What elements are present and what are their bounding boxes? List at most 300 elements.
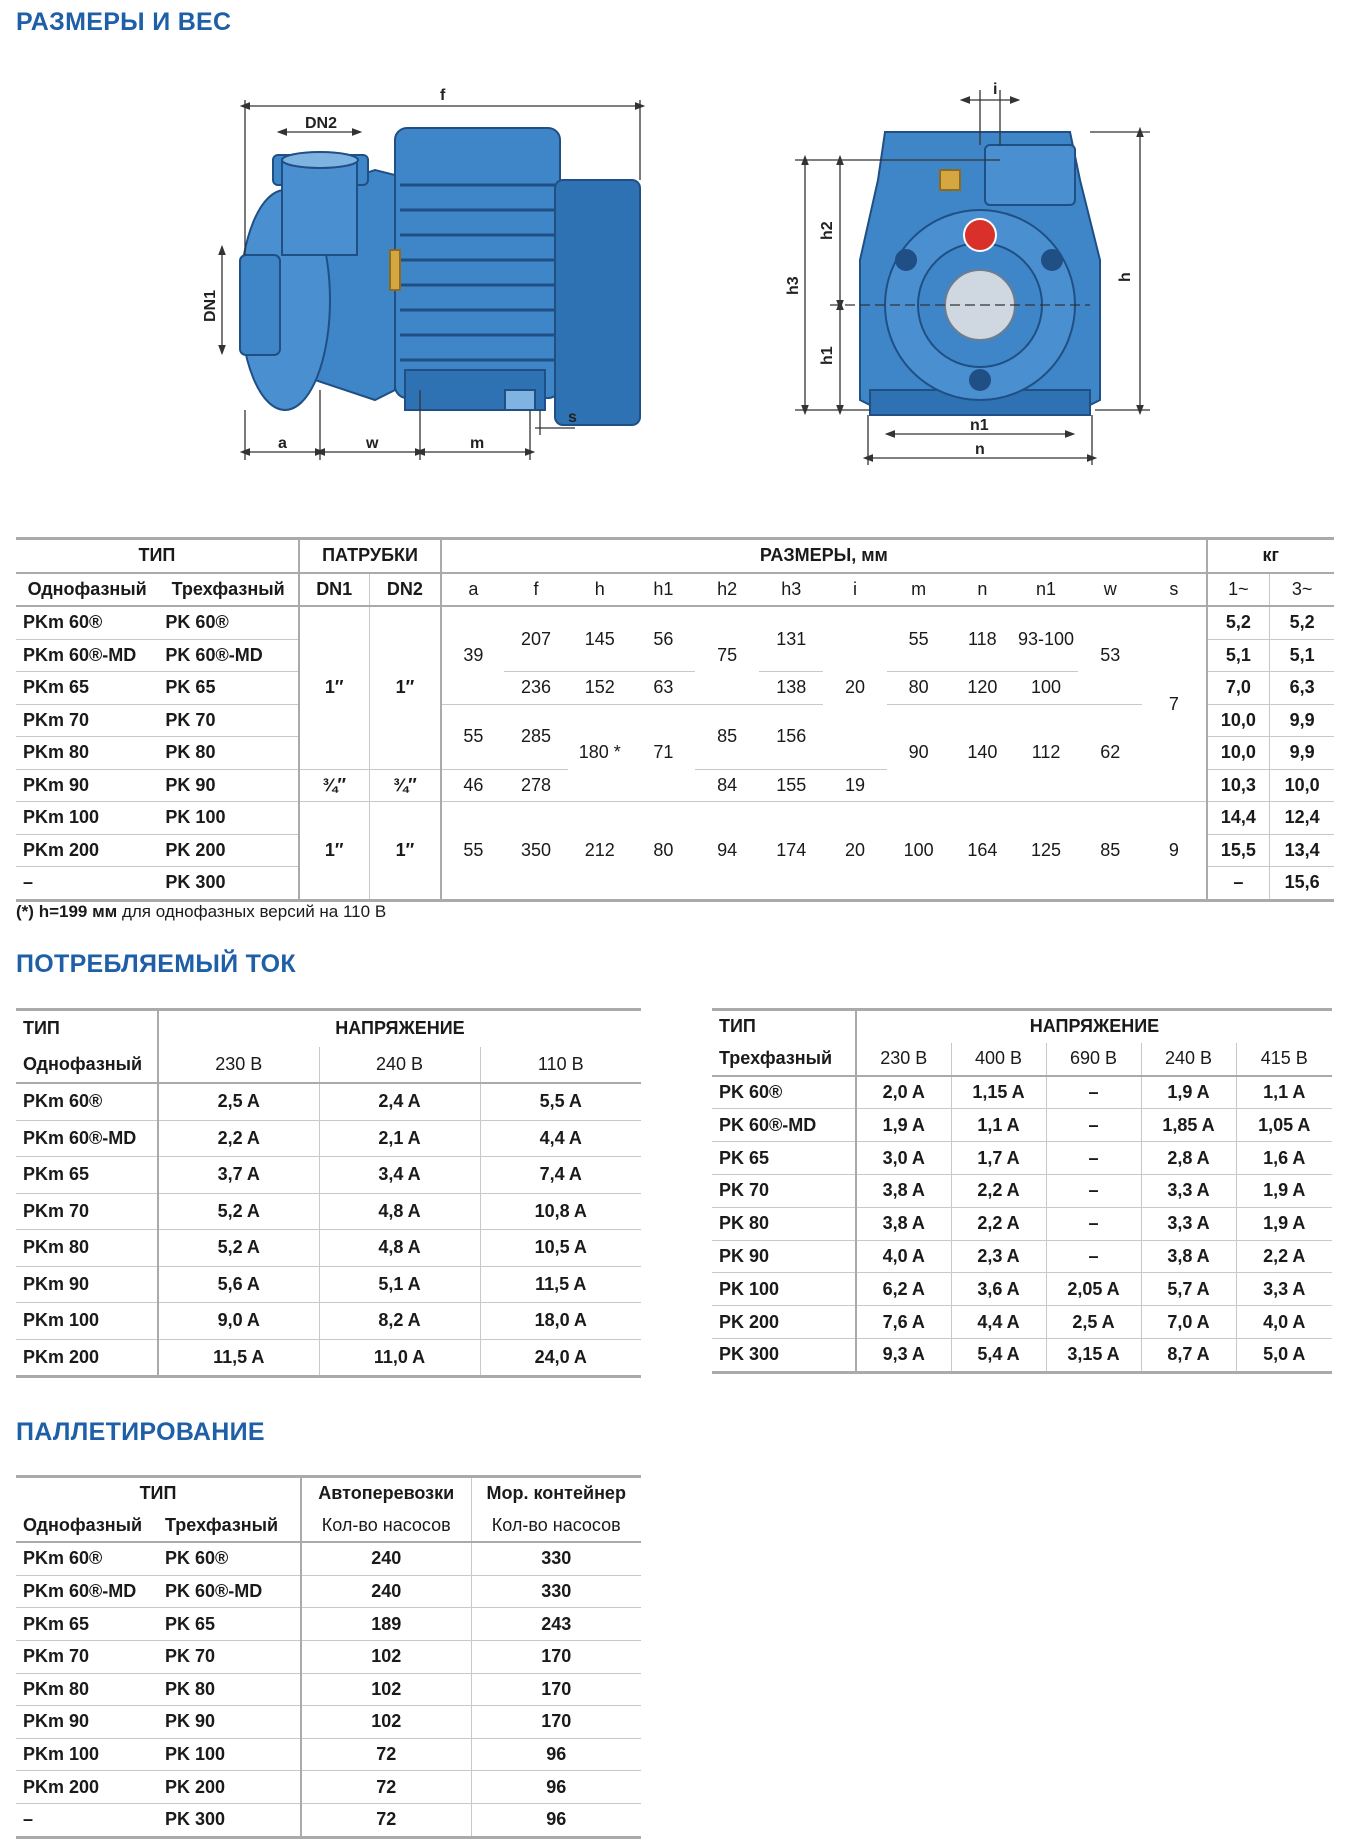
- current-value: 5,0 A: [1236, 1338, 1332, 1372]
- col-a: a: [441, 573, 504, 607]
- dims-type-header: ТИП: [16, 539, 299, 573]
- cell-n1: 112: [1014, 704, 1078, 802]
- current-value: 5,2 A: [158, 1230, 319, 1267]
- model-name: PK 70: [712, 1174, 856, 1207]
- pallet-auto-qty: 72: [301, 1803, 471, 1837]
- cell-h1: 71: [632, 704, 695, 802]
- model-three: PK 60®-MD: [158, 639, 298, 672]
- pal-type-header: ТИП: [16, 1477, 301, 1510]
- cur2-volt: 230 В: [856, 1043, 951, 1076]
- current-value: 5,2 A: [158, 1193, 319, 1230]
- col-kg1: 1~: [1207, 573, 1270, 607]
- cell-m: 90: [887, 704, 951, 802]
- table-row: [712, 1142, 1332, 1175]
- table-row: [16, 1803, 641, 1837]
- weight-1: 10,0: [1207, 737, 1270, 770]
- cur1-voltage-header: НАПРЯЖЕНИЕ: [158, 1010, 641, 1047]
- cell-i: 20: [844, 677, 865, 698]
- cell-f: 207: [521, 628, 552, 649]
- cell-dn2: 1″: [369, 606, 441, 769]
- model-single: PKm 65: [16, 1608, 158, 1641]
- model-three: PK 80: [158, 1673, 301, 1706]
- cell-h2: 84: [695, 769, 759, 802]
- model-three: PK 70: [158, 1640, 301, 1673]
- dim-label-h: h: [1117, 272, 1134, 282]
- current-value: 1,1 A: [951, 1109, 1046, 1142]
- current-three-table: [712, 1008, 1332, 1374]
- weight-3: 15,6: [1270, 867, 1334, 901]
- dimensions-table: [16, 537, 1334, 902]
- table-row: [712, 1109, 1332, 1142]
- table-row: [16, 1542, 641, 1575]
- model-three: PK 300: [158, 867, 298, 901]
- table-row: [16, 1083, 641, 1120]
- weight-1: 10,3: [1207, 769, 1270, 802]
- dim-label-f: f: [440, 87, 446, 104]
- model-single: PKm 100: [16, 802, 158, 835]
- model-single: PKm 70: [16, 704, 158, 737]
- dim-label-h1: h1: [819, 346, 836, 365]
- cell-h1: 63: [632, 672, 695, 705]
- cell-n1: 100: [1014, 672, 1078, 705]
- model-name: PKm 60®: [16, 1083, 158, 1120]
- current-value: 5,7 A: [1141, 1273, 1236, 1306]
- cell-a: 39: [463, 644, 484, 665]
- current-value: 1,9 A: [856, 1109, 951, 1142]
- model-name: PKm 90: [16, 1266, 158, 1303]
- model-single: PKm 65: [16, 672, 158, 705]
- current-value: –: [1046, 1142, 1141, 1175]
- pal-sea-header: Мор. контейнер: [471, 1477, 641, 1510]
- model-three: PK 60®: [158, 1542, 301, 1575]
- pump-drawing: [0, 60, 1348, 480]
- current-value: 7,6 A: [856, 1306, 951, 1339]
- cell-w: 85: [1078, 802, 1142, 901]
- model-name: PK 80: [712, 1207, 856, 1240]
- table-row: [16, 1303, 641, 1340]
- cur2-type-header: ТИП: [712, 1010, 856, 1043]
- model-name: PK 60®-MD: [712, 1109, 856, 1142]
- cell-a: 55: [441, 802, 504, 901]
- dims-single-header: Однофазный: [16, 573, 158, 607]
- current-value: 3,8 A: [856, 1174, 951, 1207]
- current-value: 11,0 A: [319, 1339, 480, 1377]
- cell-h3: 155: [759, 769, 823, 802]
- current-value: 2,2 A: [1236, 1240, 1332, 1273]
- cell-s: 7: [1142, 606, 1206, 802]
- col-n1: n1: [1014, 573, 1078, 607]
- current-value: 3,6 A: [951, 1273, 1046, 1306]
- table-row: [16, 1673, 641, 1706]
- weight-3: 9,9: [1270, 737, 1334, 770]
- cur2-volt: 400 В: [951, 1043, 1046, 1076]
- current-value: –: [1046, 1076, 1141, 1109]
- footnote-mark: (*): [16, 902, 34, 921]
- cell-s: 9: [1142, 802, 1206, 901]
- cur1-sub-header: Однофазный: [16, 1047, 158, 1084]
- pal-auto-header: Автоперевозки: [301, 1477, 471, 1510]
- weight-1: 5,1: [1207, 639, 1270, 672]
- footnote: [16, 902, 386, 922]
- col-h: h: [568, 573, 632, 607]
- weight-3: 13,4: [1270, 834, 1334, 867]
- pallet-auto-qty: 189: [301, 1608, 471, 1641]
- cell-h3: 156: [759, 704, 823, 769]
- dim-label-h3: h3: [785, 276, 802, 295]
- col-m: m: [887, 573, 951, 607]
- current-value: –: [1046, 1240, 1141, 1273]
- model-three: PK 300: [158, 1803, 301, 1837]
- cur1-volt: 230 В: [158, 1047, 319, 1084]
- model-three: PK 70: [158, 704, 298, 737]
- cell-f: 285: [504, 704, 567, 769]
- dim-label-n1: n1: [970, 417, 989, 434]
- model-single: PKm 70: [16, 1640, 158, 1673]
- current-value: 1,9 A: [1141, 1076, 1236, 1109]
- model-three: PK 200: [158, 1771, 301, 1804]
- cell-f: 350: [504, 802, 567, 901]
- weight-3: 12,4: [1270, 802, 1334, 835]
- cell-a: 55: [441, 704, 504, 769]
- current-value: 10,5 A: [480, 1230, 641, 1267]
- table-row: [712, 1207, 1332, 1240]
- current-value: 8,7 A: [1141, 1338, 1236, 1372]
- cell-h1: 80: [632, 802, 695, 901]
- footnote-text: для однофазных версий на 110 В: [117, 902, 387, 921]
- current-value: 2,5 A: [1046, 1306, 1141, 1339]
- cell-n: 118: [968, 628, 997, 649]
- col-n: n: [951, 573, 1014, 607]
- pallet-sea-qty: 96: [471, 1738, 641, 1771]
- cell-h2: 75: [717, 644, 738, 665]
- cell-h: 145: [584, 628, 615, 649]
- current-value: 4,8 A: [319, 1230, 480, 1267]
- col-kg3: 3~: [1270, 573, 1334, 607]
- pallet-sea-qty: 170: [471, 1673, 641, 1706]
- current-value: 4,0 A: [1236, 1306, 1332, 1339]
- current-value: 2,2 A: [158, 1120, 319, 1157]
- current-value: 3,3 A: [1141, 1174, 1236, 1207]
- dim-label-h2: h2: [819, 221, 836, 240]
- current-value: 18,0 A: [480, 1303, 641, 1340]
- model-single: PKm 100: [16, 1738, 158, 1771]
- model-three: PK 65: [158, 672, 298, 705]
- current-value: –: [1046, 1109, 1141, 1142]
- current-value: 5,4 A: [951, 1338, 1046, 1372]
- model-single: PKm 60®: [23, 612, 103, 633]
- cur1-type-header: ТИП: [16, 1010, 158, 1047]
- current-value: 4,8 A: [319, 1193, 480, 1230]
- weight-3: 5,1: [1270, 639, 1334, 672]
- col-w: w: [1078, 573, 1142, 607]
- model-single: PKm 80: [16, 1673, 158, 1706]
- table-row: [712, 1240, 1332, 1273]
- current-value: 3,3 A: [1236, 1273, 1332, 1306]
- cell-h2: 85: [695, 704, 759, 769]
- current-value: 7,4 A: [480, 1157, 641, 1194]
- current-value: 3,15 A: [1046, 1338, 1141, 1372]
- cell-h: 152: [568, 672, 632, 705]
- cur2-voltage-header: НАПРЯЖЕНИЕ: [856, 1010, 1332, 1043]
- cell-m: 55: [908, 628, 929, 649]
- current-value: 9,3 A: [856, 1338, 951, 1372]
- model-name: PK 90: [712, 1240, 856, 1273]
- cell-m: 100: [887, 802, 951, 901]
- current-value: 2,3 A: [951, 1240, 1046, 1273]
- cell-h: 180 *: [568, 704, 632, 802]
- current-value: 2,2 A: [951, 1207, 1046, 1240]
- weight-1: 15,5: [1207, 834, 1270, 867]
- current-value: 3,0 A: [856, 1142, 951, 1175]
- cur2-volt: 240 В: [1141, 1043, 1236, 1076]
- cell-dn1: ¾″: [299, 769, 369, 802]
- current-value: 3,3 A: [1141, 1207, 1236, 1240]
- cell-m: 80: [887, 672, 951, 705]
- cell-dn1: 1″: [299, 606, 369, 769]
- model-name: PKm 100: [16, 1303, 158, 1340]
- model-name: PKm 60®-MD: [16, 1120, 158, 1157]
- dims-three-header: Трехфазный: [158, 573, 298, 607]
- cell-h2: 94: [695, 802, 759, 901]
- side-view: [240, 128, 640, 425]
- table-row: [712, 1174, 1332, 1207]
- current-value: 5,5 A: [539, 1091, 582, 1112]
- current-value: 8,2 A: [319, 1303, 480, 1340]
- cur1-volt: 240 В: [319, 1047, 480, 1084]
- current-value: 5,6 A: [158, 1266, 319, 1303]
- model-single: PKm 80: [16, 737, 158, 770]
- model-single: PKm 200: [16, 1771, 158, 1804]
- dim-label-dn2: DN2: [305, 115, 338, 132]
- dim-label-s: s: [568, 409, 577, 426]
- current-value: 6,2 A: [856, 1273, 951, 1306]
- cell-h3: 174: [759, 802, 823, 901]
- cell-n: 140: [951, 704, 1014, 802]
- current-value: –: [1046, 1174, 1141, 1207]
- cell-f: 278: [504, 769, 567, 802]
- model-three: PK 60®: [158, 606, 298, 639]
- current-value: 10,8 A: [480, 1193, 641, 1230]
- cell-a: 46: [441, 769, 504, 802]
- current-value: 1,85 A: [1141, 1109, 1236, 1142]
- pallet-auto-qty: 102: [301, 1673, 471, 1706]
- current-value: 2,0 A: [856, 1076, 951, 1109]
- dim-label-n: n: [975, 441, 985, 458]
- cell-dn2: 1″: [369, 802, 441, 901]
- cell-n: 164: [951, 802, 1014, 901]
- current-value: 7,0 A: [1141, 1306, 1236, 1339]
- table-row: [16, 1193, 641, 1230]
- table-row: [16, 1157, 641, 1194]
- table-row: [712, 1273, 1332, 1306]
- table-row: [16, 1339, 641, 1377]
- pallet-auto-qty: 102: [301, 1706, 471, 1739]
- table-row: [16, 1266, 641, 1303]
- current-value: 2,2 A: [951, 1174, 1046, 1207]
- weight-3: 9,9: [1270, 704, 1334, 737]
- table-row: [712, 1306, 1332, 1339]
- model-three: PK 65: [158, 1608, 301, 1641]
- model-three: PK 80: [158, 737, 298, 770]
- table-row: [712, 1076, 1332, 1109]
- pal-three-header: Трехфазный: [158, 1510, 301, 1543]
- current-value: 11,5 A: [158, 1339, 319, 1377]
- current-value: 2,1 A: [319, 1120, 480, 1157]
- weight-3: 6,3: [1270, 672, 1334, 705]
- cell-i: 20: [823, 802, 886, 901]
- current-value: 1,9 A: [1236, 1174, 1332, 1207]
- table-row: [16, 1640, 641, 1673]
- current-value: 3,8 A: [856, 1207, 951, 1240]
- current-value: 1,15 A: [951, 1076, 1046, 1109]
- pallet-sea-qty: 170: [471, 1706, 641, 1739]
- model-three: PK 100: [158, 1738, 301, 1771]
- model-three: PK 60®-MD: [158, 1575, 301, 1608]
- cell-f: 236: [504, 672, 567, 705]
- table-row: [16, 1771, 641, 1804]
- weight-1: –: [1207, 867, 1270, 901]
- current-single-table: [16, 1008, 641, 1378]
- model-three: PK 100: [158, 802, 298, 835]
- weight-1: 7,0: [1207, 672, 1270, 705]
- current-value: 3,8 A: [1141, 1240, 1236, 1273]
- current-value: –: [1046, 1207, 1141, 1240]
- cur2-sub-header: Трехфазный: [712, 1043, 856, 1076]
- model-name: PK 65: [712, 1142, 856, 1175]
- dims-section-title: РАЗМЕРЫ И ВЕС: [16, 8, 232, 36]
- current-value: 4,0 A: [856, 1240, 951, 1273]
- cur2-volt: 690 В: [1046, 1043, 1141, 1076]
- table-row: [16, 1120, 641, 1157]
- current-value: 3,7 A: [158, 1157, 319, 1194]
- cell-w: 53: [1100, 644, 1121, 665]
- pal-single-header: Однофазный: [16, 1510, 158, 1543]
- pallet-sea-qty: 330: [541, 1548, 572, 1569]
- pallet-sea-qty: 170: [471, 1640, 641, 1673]
- col-i: i: [823, 573, 886, 607]
- cell-n: 120: [951, 672, 1014, 705]
- cell-n1: 93-100: [1018, 628, 1075, 649]
- dim-label-dn1: DN1: [202, 289, 219, 322]
- cell-dn1: 1″: [299, 802, 369, 901]
- model-name: PK 60®: [712, 1076, 856, 1109]
- dim-label-i: i: [993, 81, 998, 98]
- current-value: 2,5 A: [158, 1083, 319, 1120]
- dims-sizes-header: РАЗМЕРЫ, мм: [441, 539, 1206, 573]
- model-name: PKm 65: [16, 1157, 158, 1194]
- table-row: [16, 1575, 641, 1608]
- table-row: [712, 1338, 1332, 1372]
- current-section-title: ПОТРЕБЛЯЕМЫЙ ТОК: [16, 950, 296, 978]
- cell-h3: 138: [759, 672, 823, 705]
- cell-n1: 125: [1014, 802, 1078, 901]
- model-three: PK 90: [158, 1706, 301, 1739]
- pallet-sea-qty: 96: [471, 1803, 641, 1837]
- current-value: 5,1 A: [319, 1266, 480, 1303]
- cell-i: 19: [823, 769, 886, 802]
- front-view: [860, 132, 1100, 415]
- model-name: PK 100: [712, 1273, 856, 1306]
- col-h1: h1: [632, 573, 695, 607]
- table-row: [16, 1738, 641, 1771]
- table-row: [16, 1230, 641, 1267]
- model-name: PK 200: [712, 1306, 856, 1339]
- pallet-auto-qty: 72: [301, 1738, 471, 1771]
- current-value: 2,05 A: [1046, 1273, 1141, 1306]
- current-value: 4,4 A: [480, 1120, 641, 1157]
- model-name: PKm 80: [16, 1230, 158, 1267]
- col-dn2: DN2: [369, 573, 441, 607]
- model-single: PKm 90: [16, 769, 158, 802]
- pallet-section-title: ПАЛЛЕТИРОВАНИЕ: [16, 1418, 265, 1446]
- current-value: 1,05 A: [1236, 1109, 1332, 1142]
- col-h2: h2: [695, 573, 759, 607]
- pallet-sea-qty: 243: [471, 1608, 641, 1641]
- model-three: PK 90: [158, 769, 298, 802]
- current-value: 2,4 A: [319, 1083, 480, 1120]
- col-s: s: [1142, 573, 1206, 607]
- pallet-auto-qty: 240: [301, 1575, 471, 1608]
- table-row: [16, 1608, 641, 1641]
- pallet-auto-qty: 102: [301, 1640, 471, 1673]
- current-value: 2,8 A: [1141, 1142, 1236, 1175]
- current-value: 1,9 A: [1236, 1207, 1332, 1240]
- current-value: 24,0 A: [480, 1339, 641, 1377]
- model-single: PKm 90: [16, 1706, 158, 1739]
- cur1-volt: 110 В: [480, 1047, 641, 1084]
- current-value: 4,4 A: [951, 1306, 1046, 1339]
- dim-label-m: m: [470, 435, 485, 452]
- pal-qty1-header: Кол-во насосов: [301, 1510, 471, 1543]
- model-single: PKm 200: [16, 834, 158, 867]
- weight-1: 10,0: [1207, 704, 1270, 737]
- model-name: PKm 200: [16, 1339, 158, 1377]
- current-value: 1,1 A: [1263, 1081, 1306, 1102]
- footnote-bold: h=199 мм: [38, 902, 118, 921]
- dim-label-w: w: [366, 435, 379, 452]
- model-single: PKm 60®-MD: [16, 1575, 158, 1608]
- model-name: PKm 70: [16, 1193, 158, 1230]
- current-value: 9,0 A: [158, 1303, 319, 1340]
- table-row: [16, 1706, 641, 1739]
- weight-3: 5,2: [1289, 612, 1315, 633]
- col-dn1: DN1: [299, 573, 369, 607]
- pallet-sea-qty: 96: [471, 1771, 641, 1804]
- weight-1: 14,4: [1207, 802, 1270, 835]
- cell-w: 62: [1078, 704, 1142, 802]
- cur2-volt: 415 В: [1236, 1043, 1332, 1076]
- weight-3: 10,0: [1270, 769, 1334, 802]
- pallet-table: [16, 1475, 641, 1839]
- dims-kg-header: кг: [1207, 539, 1334, 573]
- cell-h1: 56: [653, 628, 674, 649]
- current-value: 11,5 A: [480, 1266, 641, 1303]
- model-single: PKm 60®-MD: [16, 639, 158, 672]
- weight-1: 5,2: [1207, 606, 1270, 639]
- current-value: 1,6 A: [1236, 1142, 1332, 1175]
- model-name: PK 300: [712, 1338, 856, 1372]
- col-f: f: [504, 573, 567, 607]
- model-three: PK 200: [158, 834, 298, 867]
- cell-h: 212: [568, 802, 632, 901]
- col-h3: h3: [759, 573, 823, 607]
- pallet-auto-qty: 240: [301, 1542, 471, 1575]
- cell-h3: 131: [776, 628, 807, 649]
- dims-nozzles-header: ПАТРУБКИ: [299, 539, 441, 573]
- pallet-sea-qty: 330: [471, 1575, 641, 1608]
- cell-dn2: ¾″: [369, 769, 441, 802]
- pal-qty2-header: Кол-во насосов: [471, 1510, 641, 1543]
